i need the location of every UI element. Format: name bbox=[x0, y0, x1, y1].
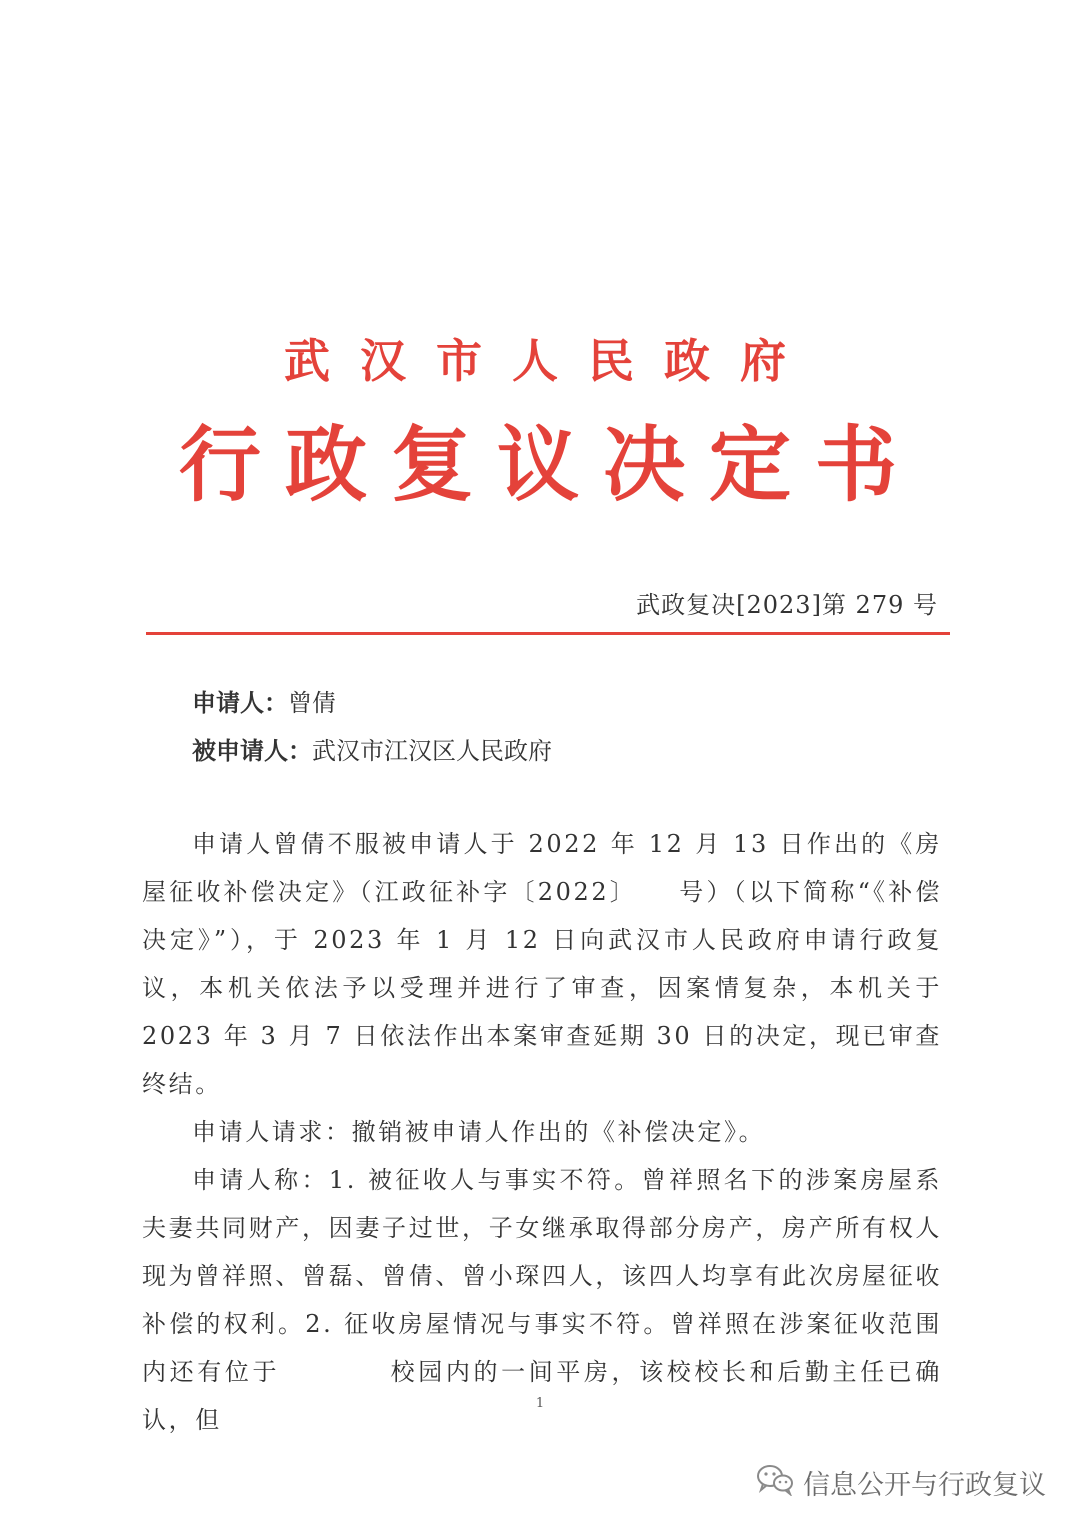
paragraph-3: 申请人称：1. 被征收人与事实不符。曾祥照名下的涉案房屋系夫妻共同财产，因妻子过世，子女继承取得部分房产，房产所有权人现为曾祥照、曾磊、曾倩、曾小琛四人，该四人均享有此次房屋征收补偿的权利。2. 征收房屋情况与事实不符。曾祥照在涉案征收范围内还有位于 校园内的一间平房，该校校长和后勤主任已确认，但 bbox=[142, 1166, 942, 1434]
paragraph-2: 申请人请求：撤销被申请人作出的《补偿决定》。 bbox=[192, 1118, 766, 1146]
page-number: 1 bbox=[535, 1396, 545, 1411]
wechat-icon bbox=[755, 1462, 795, 1503]
issuer-heading: 武汉市人民政府 bbox=[284, 334, 816, 388]
applicant-line bbox=[192, 683, 336, 718]
respondent-line bbox=[192, 731, 552, 766]
respondent-label: 被申请人： bbox=[192, 736, 312, 765]
watermark-text: 信息公开与行政复议 bbox=[803, 1470, 1046, 1501]
watermark bbox=[755, 1462, 1046, 1503]
document-number: 武政复决[2023]第 279 号 bbox=[636, 591, 938, 619]
applicant-label: 申请人： bbox=[192, 688, 288, 717]
respondent-name: 武汉市江汉区人民政府 bbox=[312, 737, 552, 765]
body-text bbox=[142, 820, 942, 1444]
document-title: 行政复议决定书 bbox=[178, 417, 921, 513]
red-divider bbox=[146, 632, 950, 635]
paragraph-1: 申请人曾倩不服被申请人于 2022 年 12 月 13 日作出的《房屋征收补偿决定》（江政征补字〔2022〕 号）（以下简称“《补偿决定》”），于 2023 年 1 月 12 日向武汉市人民政府申请行政复议，本机关依法予以受理并进行了审查，因案情复杂，本机关于 2023 年 3 月 7 日依法作出本案审查延期 30 日的决定，现已审查终结。 bbox=[142, 830, 942, 1098]
applicant-name: 曾倩 bbox=[288, 689, 336, 717]
